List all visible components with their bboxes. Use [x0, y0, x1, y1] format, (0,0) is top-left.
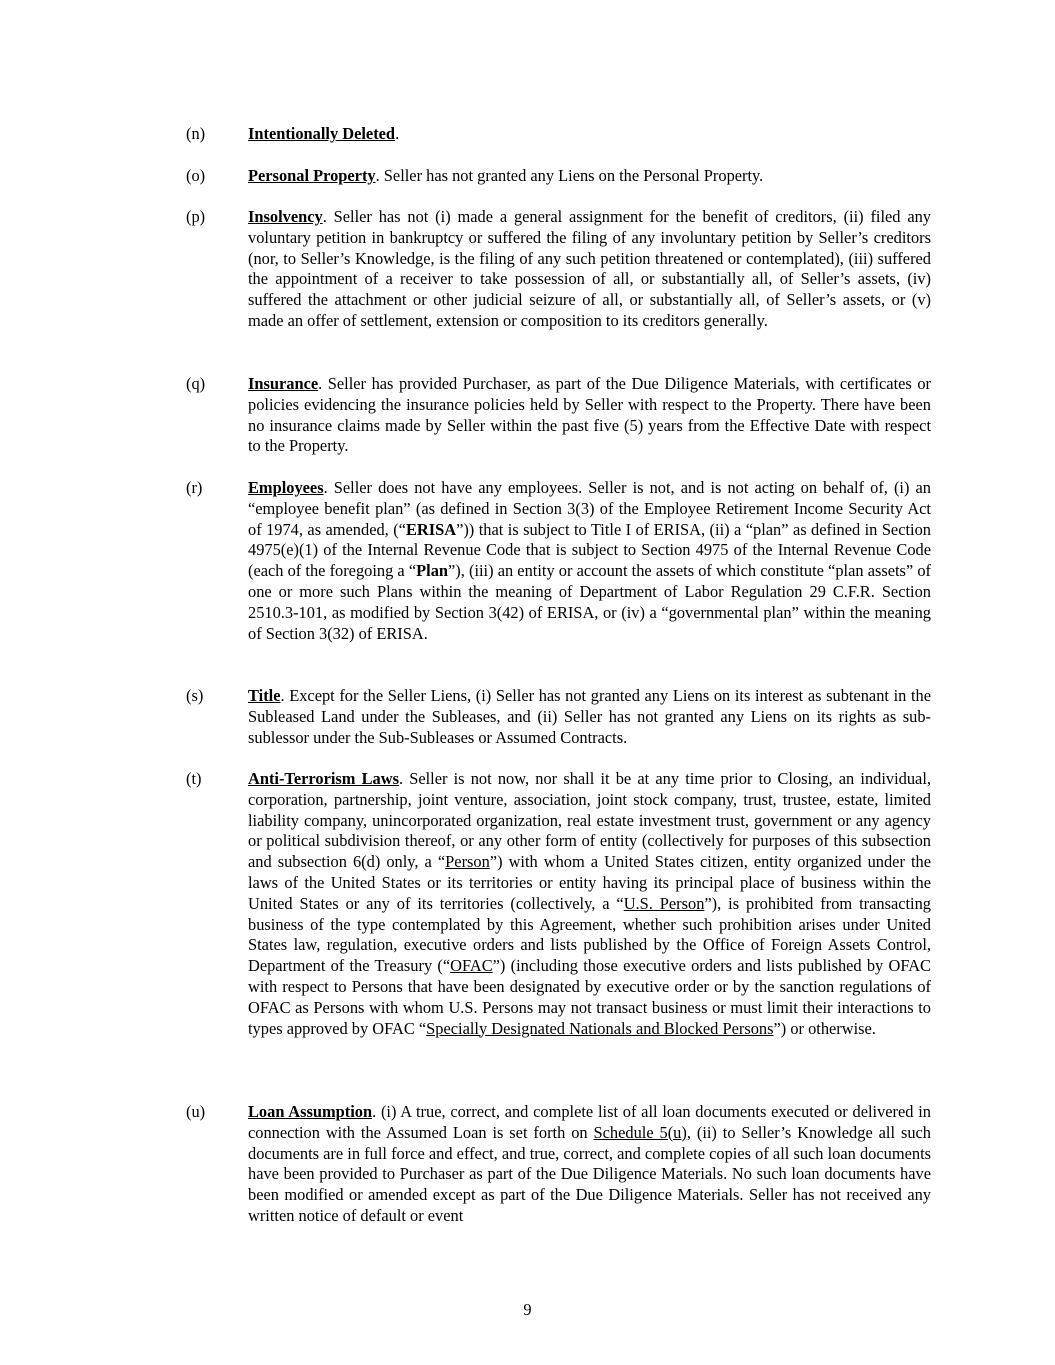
section-label: (r) — [186, 478, 203, 497]
defined-term-person: Person — [445, 852, 490, 872]
section-text: ”) with whom a United States citizen, entity organized under the laws of the United States or its territories or entity having its principal place of business within the United States or any of its territories (collectively, a “ — [248, 852, 931, 913]
section-text: ”) (including those executive orders and lists published by OFAC with respect to Persons that have been designated by executive order or by the sanction regulations of OFAC as Persons with whom U.S. Persons may not transact business or must limit their interactions to types approved by OFAC “ — [248, 956, 931, 1038]
section-heading: Title — [248, 686, 281, 705]
section-heading: Insolvency — [248, 207, 323, 226]
section-heading: Personal Property — [248, 166, 376, 185]
section-heading: Anti-Terrorism Laws — [248, 769, 399, 788]
section-text: , (ii) to Seller’s Knowledge all such documents are in full force and effect, and true, correct, and complete copies of all such loan documents have been provided to Purchaser as part of the Due Diligence Materials. No such loan documents have been modified or amended except as part of the Due Diligence Materials. Seller has not received any written notice of default or event — [248, 1122, 931, 1225]
section-label: (n) — [186, 124, 206, 143]
section-label: (u) — [186, 1102, 206, 1121]
section-heading: Loan Assumption — [248, 1102, 373, 1121]
section-t — [186, 769, 931, 1039]
section-label: (o) — [186, 166, 206, 185]
section-label: (s) — [186, 686, 204, 705]
section-n — [186, 124, 931, 145]
section-label: (q) — [186, 374, 206, 393]
defined-term-us-person: U.S. Person — [623, 893, 705, 913]
section-text: . (i) A true, correct, and complete list of all loan documents executed or delivered in connection with the Assumed Loan is set forth on — [248, 1102, 931, 1142]
section-o — [186, 166, 931, 187]
page-number: 9 — [523, 1300, 532, 1319]
defined-term-sdn: Specially Designated Nationals and Blocked Persons — [426, 1018, 774, 1038]
section-r — [186, 478, 931, 644]
section-s — [186, 686, 931, 748]
section-label: (t) — [186, 769, 202, 788]
section-text: . Seller has provided Purchaser, as part of the Due Diligence Materials, with certificates or policies evidencing the insurance policies held by Seller with respect to the Property. There have been no insurance claims made by Seller within the past five (5) years from the Effective Date with respect to the Property. — [248, 374, 931, 456]
section-u — [186, 1102, 931, 1227]
section-text: ”), is prohibited from transacting business of the type contemplated by this Agreement, whether such prohibition arises under United States law, regulation, executive orders and lists published by the Office of Foreign Assets Control, Department of the Treasury (“ — [248, 893, 931, 976]
section-text: . Seller has not granted any Liens on the Personal Property. — [375, 166, 764, 185]
section-text: ”) or otherwise. — [773, 1018, 876, 1038]
section-text: . — [395, 124, 400, 143]
defined-term-plan: Plan — [416, 561, 449, 581]
section-text: ”), (iii) an entity or account the assets of which constitute “plan assets” of one or more such Plans within the meaning of Department of Labor Regulation 29 C.F.R. Section 2510.3-101, as modified by Section 3(42) of ERISA, or (iv) a “governmental plan” within the meaning of Section 3(32) of ERISA. — [248, 561, 931, 643]
section-text: . Seller has not (i) made a general assignment for the benefit of creditors, (ii) filed any voluntary petition in bankruptcy or suffered the filing of any involuntary petition by Seller’s creditors (nor, to Seller’s Knowledge, is the filing of any such petition threatened or contemplated), (iii) suffered the appointment of a receiver to take possession of all, or substantially all, of Seller’s assets, (iv) suffered the attachment or other judicial seizure of all, or substantially all, of Seller’s assets, or (v) made an offer of settlement, extension or composition to its creditors generally. — [248, 207, 931, 330]
section-text: . Except for the Seller Liens, (i) Seller has not granted any Liens on its interest as subtenant in the Subleased Land under the Subleases, and (ii) Seller has not granted any Liens on its rights as sub-sublessor under the Sub-Subleases or Assumed Contracts. — [248, 686, 931, 747]
defined-term-ofac: OFAC — [450, 956, 493, 976]
schedule-reference: Schedule 5(u) — [593, 1122, 687, 1142]
section-heading: Intentionally Deleted — [248, 124, 396, 143]
section-heading: Employees — [248, 478, 324, 497]
section-p — [186, 207, 931, 332]
section-text: . Seller is not now, nor shall it be at any time prior to Closing, an individual, corporation, partnership, joint venture, association, joint stock company, trust, trustee, estate, limited liability company, unincorporated organization, real estate investment trust, government or any agency or political subdivision thereof, or any other form of entity (collectively for purposes of this subsection and subsection 6(d) only, a “ — [248, 769, 931, 872]
defined-term-erisa: ERISA — [405, 519, 457, 539]
section-q — [186, 374, 931, 457]
section-text: . Seller does not have any employees. Seller is not, and is not acting on behalf of, (i) an “employee benefit plan” (as defined in Section 3(3) of the Employee Retirement Income Security Act of 1974, as amended, (“ — [248, 478, 931, 539]
section-label: (p) — [186, 207, 206, 226]
section-text: ”)) that is subject to Title I of ERISA, (ii) a “plan” as defined in Section 4975(e)(1) of the Internal Revenue Code that is subject to Section 4975 of the Internal Revenue Code (each of the foregoing a “ — [248, 519, 931, 581]
section-heading: Insurance — [248, 374, 319, 393]
